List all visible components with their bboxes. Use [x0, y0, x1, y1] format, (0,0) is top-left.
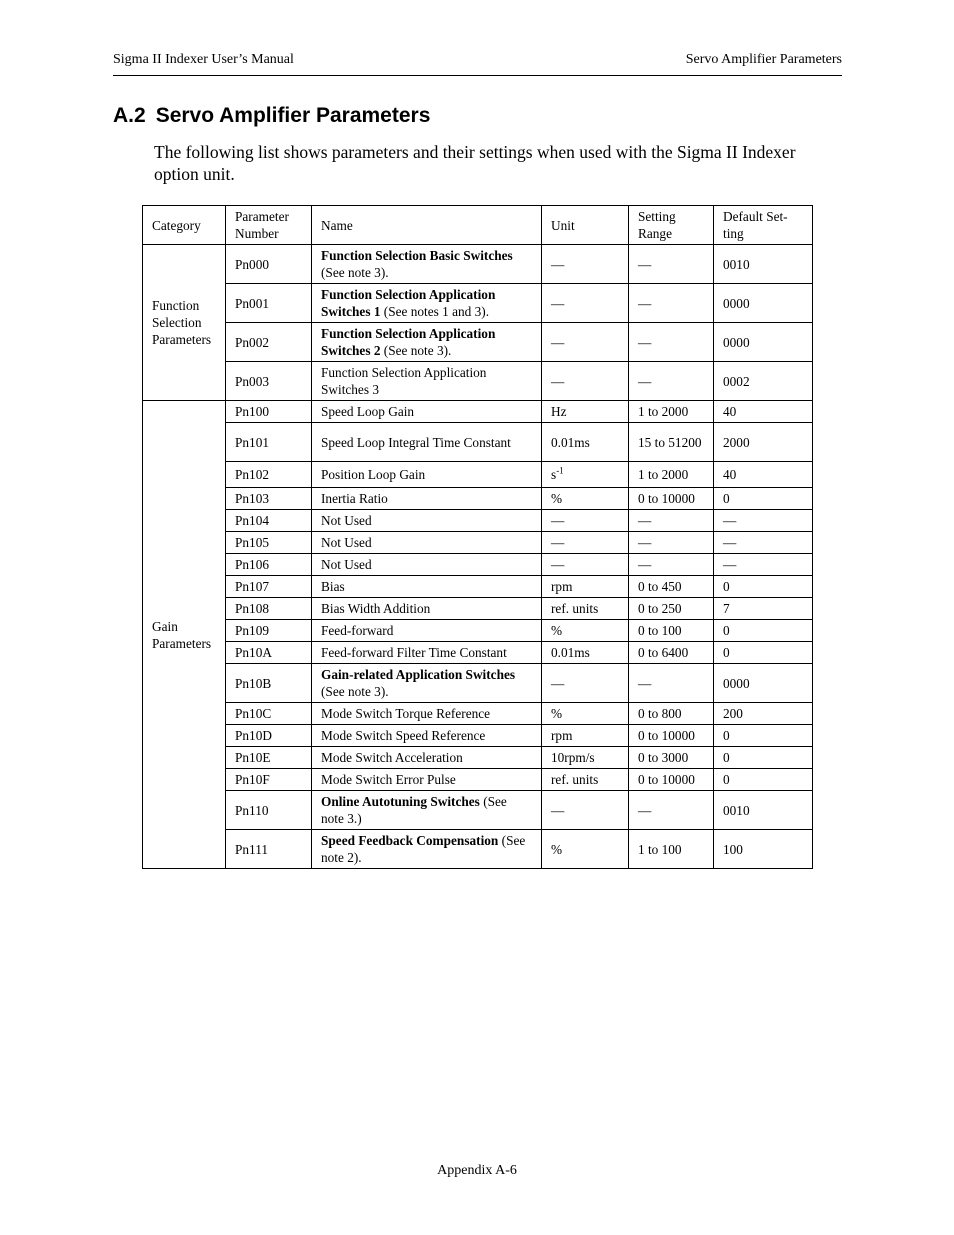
table-row — [143, 747, 813, 769]
manual-title: Sigma II Indexer User’s Manual — [113, 52, 294, 67]
default-setting-cell: 0 — [714, 769, 813, 791]
setting-range-cell: — — [629, 510, 714, 532]
default-setting-cell: 7 — [714, 598, 813, 620]
running-header — [113, 51, 842, 76]
unit-base: s — [551, 467, 557, 482]
parameter-name-cell: Mode Switch Error Pulse — [312, 769, 542, 791]
parameter-name-note: (See note 3). — [380, 343, 452, 358]
category-cell: Function Selection Parameters — [143, 245, 226, 401]
setting-range-cell: 0 to 6400 — [629, 642, 714, 664]
unit-cell: ref. units — [542, 769, 629, 791]
table-row — [143, 245, 813, 284]
parameter-name-cell: Speed Loop Gain — [312, 401, 542, 423]
parameter-number-cell: Pn109 — [226, 620, 312, 642]
parameter-name-cell: Bias Width Addition — [312, 598, 542, 620]
unit-cell: % — [542, 703, 629, 725]
setting-range-cell: — — [629, 664, 714, 703]
parameter-number-cell: Pn10E — [226, 747, 312, 769]
parameter-number-cell: Pn110 — [226, 791, 312, 830]
setting-range-cell: 0 to 10000 — [629, 488, 714, 510]
table-row — [143, 576, 813, 598]
section-heading — [113, 104, 430, 128]
parameter-number-cell: Pn103 — [226, 488, 312, 510]
default-setting-cell: 40 — [714, 401, 813, 423]
table-row — [143, 791, 813, 830]
parameter-name-cell — [312, 323, 542, 362]
default-setting-cell: 0 — [714, 620, 813, 642]
setting-range-cell: 15 to 51200 — [629, 423, 714, 462]
unit-cell: — — [542, 323, 629, 362]
page-footer: Appendix A-6 — [437, 1163, 517, 1178]
unit-cell: — — [542, 362, 629, 401]
section-number: A.2 — [113, 104, 146, 127]
table-row — [143, 703, 813, 725]
setting-range-cell: 0 to 10000 — [629, 769, 714, 791]
unit-cell: 10rpm/s — [542, 747, 629, 769]
table-row — [143, 642, 813, 664]
parameter-name-cell: Inertia Ratio — [312, 488, 542, 510]
unit-cell: % — [542, 488, 629, 510]
setting-range-cell: 0 to 10000 — [629, 725, 714, 747]
unit-cell: — — [542, 510, 629, 532]
setting-range-cell: 0 to 450 — [629, 576, 714, 598]
setting-range-cell: 1 to 100 — [629, 830, 714, 869]
default-setting-cell: 0 — [714, 725, 813, 747]
setting-range-cell: 0 to 800 — [629, 703, 714, 725]
setting-range-cell: — — [629, 791, 714, 830]
unit-cell: rpm — [542, 725, 629, 747]
default-setting-cell: 2000 — [714, 423, 813, 462]
default-setting-cell: 0010 — [714, 791, 813, 830]
intro-paragraph: The following list shows parameters and their settings when used with the Sigma II Indexer option unit. — [154, 142, 796, 184]
setting-range-cell: 1 to 2000 — [629, 462, 714, 488]
unit-cell: 0.01ms — [542, 642, 629, 664]
parameter-name-cell: Function Selection Application Switches 3 — [312, 362, 542, 401]
default-setting-cell: 0010 — [714, 245, 813, 284]
parameter-number-cell: Pn102 — [226, 462, 312, 488]
table-row — [143, 725, 813, 747]
unit-cell: Hz — [542, 401, 629, 423]
parameter-number-cell: Pn105 — [226, 532, 312, 554]
table-row — [143, 510, 813, 532]
unit-cell — [542, 462, 629, 488]
parameter-name-note: (See note 3). — [321, 684, 389, 699]
parameter-number-cell: Pn107 — [226, 576, 312, 598]
unit-cell: — — [542, 791, 629, 830]
parameter-name-cell — [312, 791, 542, 830]
setting-range-cell: — — [629, 323, 714, 362]
unit-cell: rpm — [542, 576, 629, 598]
parameter-name-cell: Not Used — [312, 532, 542, 554]
default-setting-cell: 0 — [714, 488, 813, 510]
parameter-name-note: (See note 3). — [321, 265, 389, 280]
parameter-number-cell: Pn106 — [226, 554, 312, 576]
setting-range-cell: — — [629, 245, 714, 284]
table-row — [143, 362, 813, 401]
parameter-name-note: (See notes 1 and 3). — [380, 304, 490, 319]
parameter-name-cell: Feed-forward — [312, 620, 542, 642]
setting-range-cell: — — [629, 362, 714, 401]
parameter-name-cell — [312, 245, 542, 284]
table-row — [143, 284, 813, 323]
table-row — [143, 830, 813, 869]
table-row — [143, 401, 813, 423]
parameter-number-cell: Pn10B — [226, 664, 312, 703]
parameter-number-cell: Pn001 — [226, 284, 312, 323]
table-row — [143, 554, 813, 576]
header-default-setting: Default Set-ting — [714, 206, 813, 245]
parameter-name-bold: Online Autotuning Switches — [321, 794, 480, 809]
parameter-name-bold: Function Selection Application Switches 1 — [321, 287, 496, 319]
chapter-title: Servo Amplifier Parameters — [685, 52, 842, 67]
setting-range-cell: — — [629, 532, 714, 554]
parameter-name-note: (See note 2). — [321, 833, 526, 865]
table-row — [143, 769, 813, 791]
parameter-number-cell: Pn100 — [226, 401, 312, 423]
default-setting-cell: 40 — [714, 462, 813, 488]
default-setting-cell: 200 — [714, 703, 813, 725]
parameter-number-cell: Pn10D — [226, 725, 312, 747]
table-row — [143, 323, 813, 362]
header-category: Category — [143, 206, 226, 245]
default-setting-cell: 0 — [714, 642, 813, 664]
table-row — [143, 532, 813, 554]
table-row — [143, 488, 813, 510]
unit-exponent: -1 — [556, 465, 564, 476]
setting-range-cell: 0 to 3000 — [629, 747, 714, 769]
default-setting-cell: — — [714, 554, 813, 576]
unit-cell: — — [542, 664, 629, 703]
parameter-number-cell: Pn111 — [226, 830, 312, 869]
header-setting-range: Setting Range — [629, 206, 714, 245]
parameter-name-bold: Gain-related Application Switches — [321, 667, 516, 682]
default-setting-cell: 0000 — [714, 664, 813, 703]
parameter-number-cell: Pn002 — [226, 323, 312, 362]
parameter-name-cell: Mode Switch Torque Reference — [312, 703, 542, 725]
parameter-number-cell: Pn108 — [226, 598, 312, 620]
parameter-name-cell — [312, 830, 542, 869]
table-row — [143, 598, 813, 620]
parameter-number-cell: Pn10F — [226, 769, 312, 791]
default-setting-cell: 0000 — [714, 323, 813, 362]
table-row — [143, 423, 813, 462]
setting-range-cell: — — [629, 554, 714, 576]
table-header-row — [143, 206, 813, 245]
parameter-name-cell: Position Loop Gain — [312, 462, 542, 488]
header-parameter-number: Parameter Number — [226, 206, 312, 245]
unit-cell: — — [542, 532, 629, 554]
unit-cell: 0.01ms — [542, 423, 629, 462]
default-setting-cell: 0000 — [714, 284, 813, 323]
table-row — [143, 620, 813, 642]
parameter-name-bold: Speed Feedback Compensation — [321, 833, 499, 848]
setting-range-cell: — — [629, 284, 714, 323]
parameter-name-note: (See note 3.) — [321, 794, 507, 826]
setting-range-cell: 0 to 100 — [629, 620, 714, 642]
default-setting-cell: — — [714, 510, 813, 532]
default-setting-cell: — — [714, 532, 813, 554]
unit-cell: — — [542, 284, 629, 323]
parameter-name-cell: Feed-forward Filter Time Constant — [312, 642, 542, 664]
servo-parameters-table — [142, 205, 813, 869]
default-setting-cell: 0002 — [714, 362, 813, 401]
default-setting-cell: 100 — [714, 830, 813, 869]
parameter-name-cell — [312, 664, 542, 703]
default-setting-cell: 0 — [714, 576, 813, 598]
parameter-name-cell: Mode Switch Speed Reference — [312, 725, 542, 747]
table-row — [143, 462, 813, 488]
unit-cell: % — [542, 830, 629, 869]
parameter-name-cell: Bias — [312, 576, 542, 598]
category-cell: Gain Parameters — [143, 401, 226, 869]
parameter-name-cell: Speed Loop Integral Time Constant — [312, 423, 542, 462]
setting-range-cell: 1 to 2000 — [629, 401, 714, 423]
unit-cell: % — [542, 620, 629, 642]
parameter-number-cell: Pn000 — [226, 245, 312, 284]
parameter-name-bold: Function Selection Basic Switches — [321, 248, 513, 263]
unit-cell: — — [542, 554, 629, 576]
table-row — [143, 664, 813, 703]
section-title: Servo Amplifier Parameters — [155, 104, 431, 127]
parameter-number-cell: Pn101 — [226, 423, 312, 462]
parameter-name-cell: Mode Switch Acceleration — [312, 747, 542, 769]
default-setting-cell: 0 — [714, 747, 813, 769]
unit-cell: — — [542, 245, 629, 284]
parameter-name-cell: Not Used — [312, 510, 542, 532]
parameter-name-cell: Not Used — [312, 554, 542, 576]
parameter-name-cell — [312, 284, 542, 323]
parameter-number-cell: Pn003 — [226, 362, 312, 401]
parameter-number-cell: Pn10A — [226, 642, 312, 664]
table-body — [143, 245, 813, 869]
unit-cell: ref. units — [542, 598, 629, 620]
setting-range-cell: 0 to 250 — [629, 598, 714, 620]
parameter-number-cell: Pn104 — [226, 510, 312, 532]
header-name: Name — [312, 206, 542, 245]
header-unit: Unit — [542, 206, 629, 245]
parameter-name-bold: Function Selection Application Switches 2 — [321, 326, 496, 358]
parameter-number-cell: Pn10C — [226, 703, 312, 725]
